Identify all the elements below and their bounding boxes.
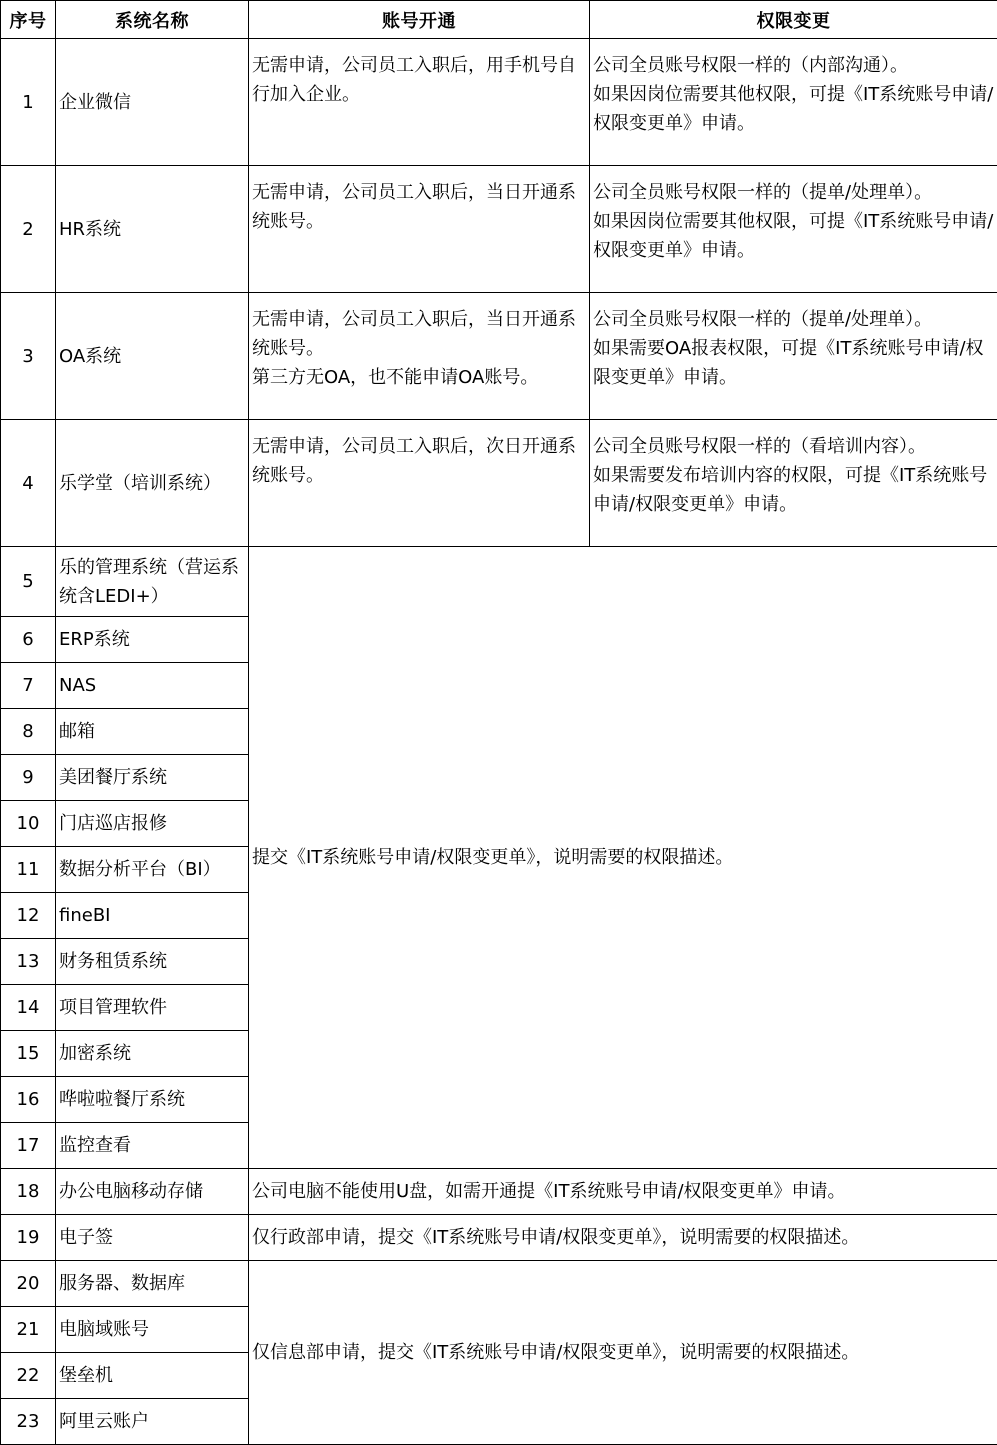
permission-change-cell [590, 293, 997, 420]
account-opening-text: 无需申请，公司员工入职后，次日开通系统账号。 [252, 432, 586, 490]
row-index: 23 [1, 1399, 56, 1445]
system-name: fineBI [56, 893, 249, 939]
account-opening-cell [249, 39, 590, 166]
permission-change-cell [590, 39, 997, 166]
header-system-name: 系统名称 [56, 1, 249, 39]
system-name: 服务器、数据库 [56, 1261, 249, 1307]
row-index: 12 [1, 893, 56, 939]
row-index: 6 [1, 617, 56, 663]
account-opening-text: 无需申请，公司员工入职后，当日开通系统账号。 [252, 305, 586, 363]
system-name: 乐的管理系统（营运系统含LEDI+） [56, 547, 249, 617]
row-index: 20 [1, 1261, 56, 1307]
permission-change-text: 公司全员账号权限一样的（内部沟通）。 [593, 51, 994, 80]
table-row [1, 420, 997, 547]
permission-change-text: 如果需要OA报表权限，可提《IT系统账号申请/权限变更单》申请。 [593, 334, 994, 392]
row-index: 22 [1, 1353, 56, 1399]
system-name: 邮箱 [56, 709, 249, 755]
system-name: 阿里云账户 [56, 1399, 249, 1445]
system-name: HR系统 [56, 166, 249, 293]
merged-request-cell: 提交《IT系统账号申请/权限变更单》，说明需要的权限描述。 [249, 547, 997, 1169]
row-index: 14 [1, 985, 56, 1031]
account-opening-text: 无需申请，公司员工入职后，用手机号自行加入企业。 [252, 51, 586, 109]
row-index: 7 [1, 663, 56, 709]
row-index: 18 [1, 1169, 56, 1215]
system-name: 电脑域账号 [56, 1307, 249, 1353]
system-name: 办公电脑移动存储 [56, 1169, 249, 1215]
table-row [1, 1261, 997, 1307]
permission-change-text: 公司全员账号权限一样的（提单/处理单）。 [593, 178, 994, 207]
system-name: NAS [56, 663, 249, 709]
permission-change-cell [590, 166, 997, 293]
row-index: 1 [1, 39, 56, 166]
row-index: 19 [1, 1215, 56, 1261]
header-account-opening: 账号开通 [249, 1, 590, 39]
permission-change-cell [590, 420, 997, 547]
system-name: 监控查看 [56, 1123, 249, 1169]
header-row [1, 1, 997, 39]
system-name: 数据分析平台（BI） [56, 847, 249, 893]
account-opening-cell [249, 293, 590, 420]
table-row [1, 293, 997, 420]
system-name: 财务租赁系统 [56, 939, 249, 985]
row-index: 21 [1, 1307, 56, 1353]
row-index: 8 [1, 709, 56, 755]
table-row [1, 39, 997, 166]
permission-change-text: 如果因岗位需要其他权限，可提《IT系统账号申请/权限变更单》申请。 [593, 80, 994, 138]
system-name: 加密系统 [56, 1031, 249, 1077]
system-name: OA系统 [56, 293, 249, 420]
table-row [1, 547, 997, 617]
permission-change-text: 公司全员账号权限一样的（提单/处理单）。 [593, 305, 994, 334]
account-opening-cell [249, 166, 590, 293]
system-name: 堡垒机 [56, 1353, 249, 1399]
system-name: 项目管理软件 [56, 985, 249, 1031]
system-name: 企业微信 [56, 39, 249, 166]
account-opening-cell [249, 420, 590, 547]
it-request-cell: 仅信息部申请，提交《IT系统账号申请/权限变更单》，说明需要的权限描述。 [249, 1261, 997, 1445]
table-row [1, 1169, 997, 1215]
system-name: 电子签 [56, 1215, 249, 1261]
account-opening-text: 无需申请，公司员工入职后，当日开通系统账号。 [252, 178, 586, 236]
row-index: 3 [1, 293, 56, 420]
permission-change-text: 公司全员账号权限一样的（看培训内容）。 [593, 432, 994, 461]
row-index: 11 [1, 847, 56, 893]
account-opening-text: 第三方无OA，也不能申请OA账号。 [252, 363, 586, 392]
row-index: 10 [1, 801, 56, 847]
row-index: 16 [1, 1077, 56, 1123]
table-row [1, 1215, 997, 1261]
row-index: 15 [1, 1031, 56, 1077]
system-name: 门店巡店报修 [56, 801, 249, 847]
system-name: 美团餐厅系统 [56, 755, 249, 801]
usb-request-cell: 公司电脑不能使用U盘，如需开通提《IT系统账号申请/权限变更单》申请。 [249, 1169, 997, 1215]
permission-change-text: 如果需要发布培训内容的权限，可提《IT系统账号申请/权限变更单》申请。 [593, 461, 994, 519]
system-name: ERP系统 [56, 617, 249, 663]
header-index: 序号 [1, 1, 56, 39]
system-name: 乐学堂（培训系统） [56, 420, 249, 547]
admin-request-cell: 仅行政部申请，提交《IT系统账号申请/权限变更单》，说明需要的权限描述。 [249, 1215, 997, 1261]
table-row [1, 166, 997, 293]
row-index: 5 [1, 547, 56, 617]
system-name: 哗啦啦餐厅系统 [56, 1077, 249, 1123]
header-permission-change: 权限变更 [590, 1, 997, 39]
row-index: 4 [1, 420, 56, 547]
row-index: 13 [1, 939, 56, 985]
row-index: 17 [1, 1123, 56, 1169]
row-index: 2 [1, 166, 56, 293]
row-index: 9 [1, 755, 56, 801]
permission-change-text: 如果因岗位需要其他权限，可提《IT系统账号申请/权限变更单》申请。 [593, 207, 994, 265]
